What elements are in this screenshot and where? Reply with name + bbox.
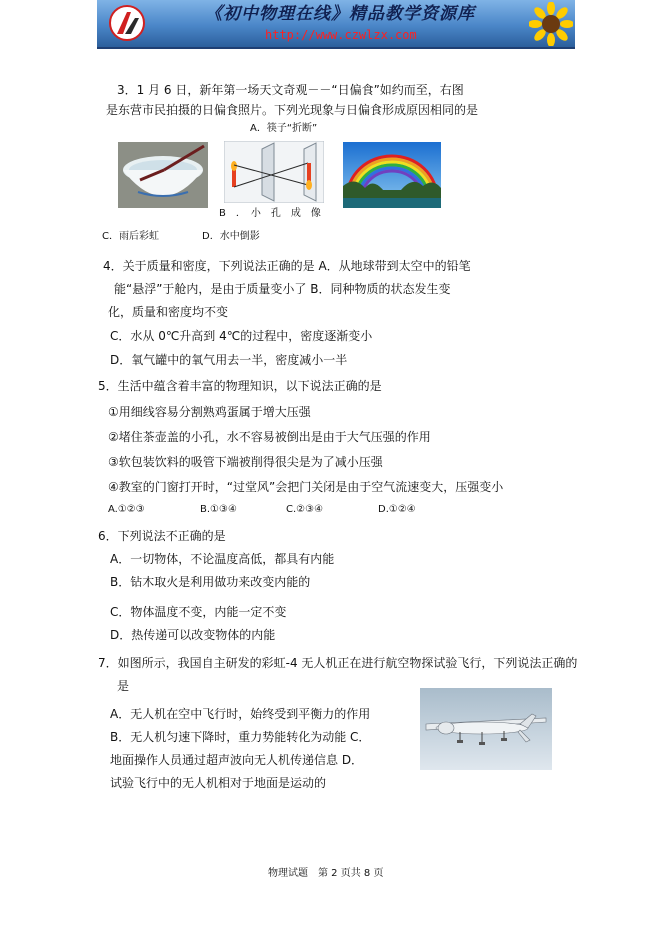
page-footer: 物理试题 第 2 页共 8 页 — [268, 868, 384, 879]
sunflower-icon — [529, 2, 573, 46]
q3-option-b: B ． 小 孔 成 像 — [219, 208, 321, 219]
q4-line3: 化，质量和密度均不变 — [108, 305, 229, 319]
q7-line6: 试验飞行中的无人机相对于地面是运动的 — [110, 776, 327, 790]
header-url: http://www.czwlzx.com — [265, 28, 417, 42]
q3-line2: 是东营市民拍摄的日偏食照片。下列光现象与日偏食形成原因相同的是 — [106, 103, 479, 117]
q4-line1: 4．关于质量和密度，下列说法正确的是 A．从地球带到太空中的铅笔 — [103, 259, 471, 273]
site-logo-icon — [105, 4, 149, 42]
rainbow-image — [343, 142, 441, 208]
q4-line2: 能“悬浮”于舱内，是由于质量变小了 B．同种物质的状态发生变 — [114, 282, 451, 296]
q6-line1: 6．下列说法不正确的是 — [98, 529, 226, 543]
q3-option-c: C．雨后彩虹 — [102, 231, 159, 242]
q4-option-d: D．氧气罐中的氧气用去一半，密度减小一半 — [110, 353, 348, 367]
q6-option-d: D．热传递可以改变物体的内能 — [110, 628, 276, 642]
q5-item2: ②堵住茶壶盖的小孔，水不容易被倒出是由于大气压强的作用 — [108, 430, 431, 444]
q6-option-c: C．物体温度不变，内能一定不变 — [110, 605, 287, 619]
q7-option-a: A．无人机在空中飞行时，始终受到平衡力的作用 — [110, 707, 371, 721]
q5-item3: ③软包装饮料的吸管下端被削得很尖是为了减小压强 — [108, 455, 383, 469]
q5-option-a: A.①②③ — [108, 504, 145, 515]
drone-image — [420, 688, 552, 770]
header-banner — [97, 0, 575, 49]
q5-option-c: C.②③④ — [286, 504, 324, 515]
q7-option-b: B．无人机匀速下降时，重力势能转化为动能 C． — [110, 730, 371, 744]
q5-option-d: D.①②④ — [378, 504, 416, 515]
q5-item4: ④教室的门窗打开时，“过堂风”会把门关闭是由于空气流速变大，压强变小 — [108, 480, 504, 494]
chopstick-bowl-image — [118, 142, 208, 208]
q6-option-a: A．一切物体，不论温度高低，都具有内能 — [110, 552, 335, 566]
q7-line5: 地面操作人员通过超声波向无人机传递信息 D． — [110, 753, 364, 767]
q5-line1: 5．生活中蕴含着丰富的物理知识，以下说法正确的是 — [98, 379, 382, 393]
q7-line2: 是 — [117, 679, 130, 693]
q5-item1: ①用细线容易分割熟鸡蛋属于增大压强 — [108, 405, 311, 419]
q6-option-b: B．钻木取火是利用做功来改变内能的 — [110, 575, 311, 589]
header-title: 《初中物理在线》精品教学资源库 — [205, 4, 475, 24]
q7-line1: 7．如图所示，我国自主研发的彩虹-4 无人机正在进行航空物探试验飞行，下列说法正确的 — [98, 656, 578, 670]
q3-line1: 3．1 月 6 日，新年第一场天文奇观－－“日偏食”如约而至，右图 — [117, 83, 464, 97]
q5-option-b: B.①③④ — [200, 504, 237, 515]
pinhole-diagram-image — [224, 141, 324, 203]
q3-option-d: D．水中倒影 — [202, 231, 260, 242]
q4-option-c: C．水从 0℃升高到 4℃的过程中，密度逐渐变小 — [110, 329, 373, 343]
q3-option-a: A．筷子“折断” — [250, 123, 318, 134]
